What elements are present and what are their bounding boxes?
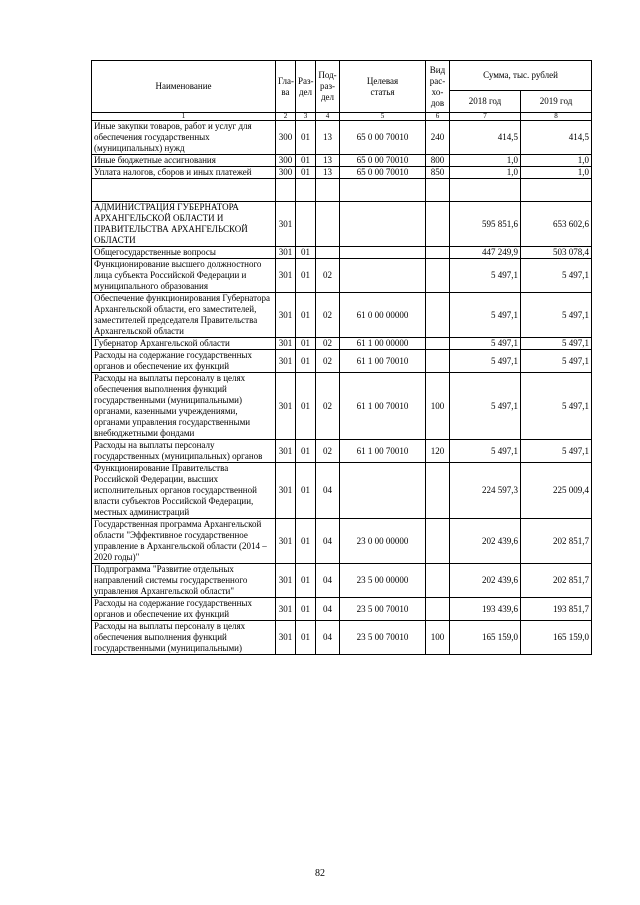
cell-sum-2019: 5 497,1 [521, 373, 592, 440]
table-row [92, 179, 592, 202]
cell-expense-type [426, 564, 450, 598]
cell-podrazdel: 04 [316, 519, 340, 564]
cell-podrazdel: 04 [316, 621, 340, 655]
cell-sum-2018: 202 439,6 [450, 564, 521, 598]
cell-expense-type [426, 293, 450, 338]
header-razdel: Раз- дел [296, 61, 316, 113]
cell-razdel: 01 [296, 167, 316, 179]
cell-sum-2019 [521, 179, 592, 202]
cell-expense-type [426, 338, 450, 350]
cell-expense-type: 800 [426, 155, 450, 167]
cell-razdel: 01 [296, 463, 316, 519]
cell-podrazdel [316, 202, 340, 247]
cell-target-article: 61 1 00 70010 [340, 373, 426, 440]
cell-sum-2019: 202 851,7 [521, 519, 592, 564]
cell-sum-2019: 5 497,1 [521, 440, 592, 463]
cell-sum-2019: 653 602,6 [521, 202, 592, 247]
cell-expense-type [426, 350, 450, 373]
table-row [92, 598, 592, 621]
cell-target-article: 23 5 00 70010 [340, 598, 426, 621]
cell-glava [276, 179, 296, 202]
cell-razdel: 01 [296, 621, 316, 655]
header-year-2019: 2019 год [521, 91, 592, 113]
cell-target-article [340, 247, 426, 259]
table-row [92, 373, 592, 440]
table-row [92, 293, 592, 338]
header-glava: Гла- ва [276, 61, 296, 113]
cell-razdel: 01 [296, 293, 316, 338]
cell-sum-2018: 5 497,1 [450, 350, 521, 373]
cell-sum-2019: 5 497,1 [521, 350, 592, 373]
cell-expense-type [426, 247, 450, 259]
column-number: 5 [340, 113, 426, 121]
cell-glava: 301 [276, 519, 296, 564]
cell-target-article: 65 0 00 70010 [340, 167, 426, 179]
column-number: 7 [450, 113, 521, 121]
cell-sum-2018: 5 497,1 [450, 259, 521, 293]
cell-name: Общегосударственные вопросы [92, 247, 276, 259]
cell-razdel: 01 [296, 440, 316, 463]
cell-podrazdel: 13 [316, 121, 340, 155]
table-row [92, 463, 592, 519]
cell-expense-type: 120 [426, 440, 450, 463]
cell-glava: 301 [276, 202, 296, 247]
table-row [92, 167, 592, 179]
page-number: 82 [315, 868, 325, 879]
cell-glava: 300 [276, 121, 296, 155]
cell-glava: 301 [276, 564, 296, 598]
cell-podrazdel: 04 [316, 564, 340, 598]
table-row [92, 338, 592, 350]
cell-sum-2019: 225 009,4 [521, 463, 592, 519]
cell-sum-2018: 224 597,3 [450, 463, 521, 519]
cell-expense-type [426, 519, 450, 564]
cell-target-article [340, 463, 426, 519]
cell-target-article: 61 0 00 00000 [340, 293, 426, 338]
cell-podrazdel [316, 247, 340, 259]
column-number-row [92, 113, 592, 121]
cell-razdel: 01 [296, 373, 316, 440]
cell-target-article: 65 0 00 70010 [340, 155, 426, 167]
cell-name: Расходы на содержание государственных органов и обеспечение их функций [92, 598, 276, 621]
cell-glava: 300 [276, 155, 296, 167]
cell-sum-2018: 5 497,1 [450, 293, 521, 338]
cell-podrazdel: 02 [316, 338, 340, 350]
cell-target-article: 61 1 00 00000 [340, 338, 426, 350]
cell-name: Функционирование высшего должностного лица субъекта Российской Федерации и муниципального образования [92, 259, 276, 293]
cell-glava: 301 [276, 440, 296, 463]
cell-razdel: 01 [296, 519, 316, 564]
cell-sum-2018 [450, 179, 521, 202]
cell-podrazdel: 02 [316, 350, 340, 373]
cell-target-article: 61 1 00 70010 [340, 440, 426, 463]
column-number: 4 [316, 113, 340, 121]
cell-razdel: 01 [296, 155, 316, 167]
cell-razdel: 01 [296, 259, 316, 293]
cell-expense-type: 100 [426, 621, 450, 655]
cell-sum-2018: 202 439,6 [450, 519, 521, 564]
cell-expense-type: 100 [426, 373, 450, 440]
cell-sum-2019: 5 497,1 [521, 293, 592, 338]
table-row [92, 259, 592, 293]
cell-razdel: 01 [296, 598, 316, 621]
cell-name: Обеспечение функционирования Губернатора Архангельской области, его заместителей, заместителей председателя Правительства Архангельской области [92, 293, 276, 338]
cell-glava: 300 [276, 167, 296, 179]
cell-target-article [340, 202, 426, 247]
cell-glava: 301 [276, 259, 296, 293]
cell-sum-2019: 1,0 [521, 167, 592, 179]
cell-razdel: 01 [296, 247, 316, 259]
cell-expense-type [426, 179, 450, 202]
cell-name: Государственная программа Архангельской области "Эффективное государственное управление в Архангельской области (2014 – 2020 годы)" [92, 519, 276, 564]
column-number: 8 [521, 113, 592, 121]
cell-podrazdel: 02 [316, 293, 340, 338]
cell-expense-type: 240 [426, 121, 450, 155]
table-row [92, 121, 592, 155]
table-row [92, 350, 592, 373]
cell-sum-2019: 202 851,7 [521, 564, 592, 598]
header-target-article: Целевая статья [340, 61, 426, 113]
cell-razdel: 01 [296, 121, 316, 155]
table-row [92, 155, 592, 167]
cell-podrazdel [316, 179, 340, 202]
cell-name: Иные закупки товаров, работ и услуг для обеспечения государственных (муниципальных) нужд [92, 121, 276, 155]
cell-sum-2019: 193 851,7 [521, 598, 592, 621]
cell-razdel [296, 179, 316, 202]
cell-podrazdel: 02 [316, 373, 340, 440]
cell-name: Расходы на выплаты персоналу государственных (муниципальных) органов [92, 440, 276, 463]
cell-name [92, 179, 276, 202]
header-expense-type: Вид рас- хо- дов [426, 61, 450, 113]
cell-glava: 301 [276, 350, 296, 373]
header-sum: Сумма, тыс. рублей [450, 61, 592, 91]
cell-glava: 301 [276, 338, 296, 350]
cell-target-article: 23 0 00 00000 [340, 519, 426, 564]
table-row [92, 202, 592, 247]
header-year-2018: 2018 год [450, 91, 521, 113]
cell-sum-2018: 5 497,1 [450, 338, 521, 350]
cell-sum-2018: 165 159,0 [450, 621, 521, 655]
cell-sum-2018: 193 439,6 [450, 598, 521, 621]
cell-name: Подпрограмма "Развитие отдельных направлений системы государственного управления Архангельской области" [92, 564, 276, 598]
cell-glava: 301 [276, 293, 296, 338]
cell-name: Уплата налогов, сборов и иных платежей [92, 167, 276, 179]
cell-name: Расходы на выплаты персоналу в целях обеспечения выполнения функций государственными (муниципальными) [92, 621, 276, 655]
cell-target-article [340, 259, 426, 293]
cell-name: Губернатор Архангельской области [92, 338, 276, 350]
cell-podrazdel: 02 [316, 440, 340, 463]
cell-expense-type [426, 463, 450, 519]
cell-podrazdel: 13 [316, 155, 340, 167]
cell-sum-2019: 414,5 [521, 121, 592, 155]
cell-sum-2018: 1,0 [450, 155, 521, 167]
cell-target-article: 23 5 00 00000 [340, 564, 426, 598]
cell-sum-2018: 447 249,9 [450, 247, 521, 259]
cell-sum-2019: 165 159,0 [521, 621, 592, 655]
cell-glava: 301 [276, 621, 296, 655]
cell-target-article: 65 0 00 70010 [340, 121, 426, 155]
cell-razdel: 01 [296, 338, 316, 350]
cell-expense-type: 850 [426, 167, 450, 179]
table-row [92, 247, 592, 259]
cell-sum-2018: 5 497,1 [450, 373, 521, 440]
cell-razdel [296, 202, 316, 247]
table-row [92, 621, 592, 655]
cell-sum-2019: 1,0 [521, 155, 592, 167]
header-name: Наименование [92, 61, 276, 113]
column-number: 3 [296, 113, 316, 121]
cell-sum-2019: 503 078,4 [521, 247, 592, 259]
cell-name: АДМИНИСТРАЦИЯ ГУБЕРНАТОРА АРХАНГЕЛЬСКОЙ ОБЛАСТИ И ПРАВИТЕЛЬСТВА АРХАНГЕЛЬСКОЙ ОБЛАСТИ [92, 202, 276, 247]
table-row [92, 564, 592, 598]
cell-target-article: 23 5 00 70010 [340, 621, 426, 655]
cell-podrazdel: 04 [316, 463, 340, 519]
cell-expense-type [426, 259, 450, 293]
cell-razdel: 01 [296, 564, 316, 598]
cell-expense-type [426, 598, 450, 621]
cell-podrazdel: 02 [316, 259, 340, 293]
table-row [92, 519, 592, 564]
cell-glava: 301 [276, 598, 296, 621]
budget-table [91, 60, 592, 655]
cell-name: Расходы на содержание государственных органов и обеспечение их функций [92, 350, 276, 373]
cell-sum-2018: 414,5 [450, 121, 521, 155]
cell-sum-2018: 5 497,1 [450, 440, 521, 463]
cell-target-article: 61 1 00 70010 [340, 350, 426, 373]
cell-name: Расходы на выплаты персоналу в целях обеспечения выполнения функций государственными (муниципальными) органами, казенными учреждениями, органами управления государственными внебюджетными фондами [92, 373, 276, 440]
column-number: 2 [276, 113, 296, 121]
cell-name: Иные бюджетные ассигнования [92, 155, 276, 167]
cell-sum-2019: 5 497,1 [521, 338, 592, 350]
column-number: 6 [426, 113, 450, 121]
cell-expense-type [426, 202, 450, 247]
cell-podrazdel: 04 [316, 598, 340, 621]
cell-razdel: 01 [296, 350, 316, 373]
column-number: 1 [92, 113, 276, 121]
header-podrazdel: Под- раз- дел [316, 61, 340, 113]
table-row [92, 440, 592, 463]
cell-sum-2018: 1,0 [450, 167, 521, 179]
cell-glava: 301 [276, 463, 296, 519]
cell-name: Функционирование Правительства Российской Федерации, высших исполнительных органов государственной власти субъектов Российской Федерации, местных администраций [92, 463, 276, 519]
cell-sum-2018: 595 851,6 [450, 202, 521, 247]
cell-target-article [340, 179, 426, 202]
cell-sum-2019: 5 497,1 [521, 259, 592, 293]
cell-glava: 301 [276, 373, 296, 440]
cell-glava: 301 [276, 247, 296, 259]
cell-podrazdel: 13 [316, 167, 340, 179]
